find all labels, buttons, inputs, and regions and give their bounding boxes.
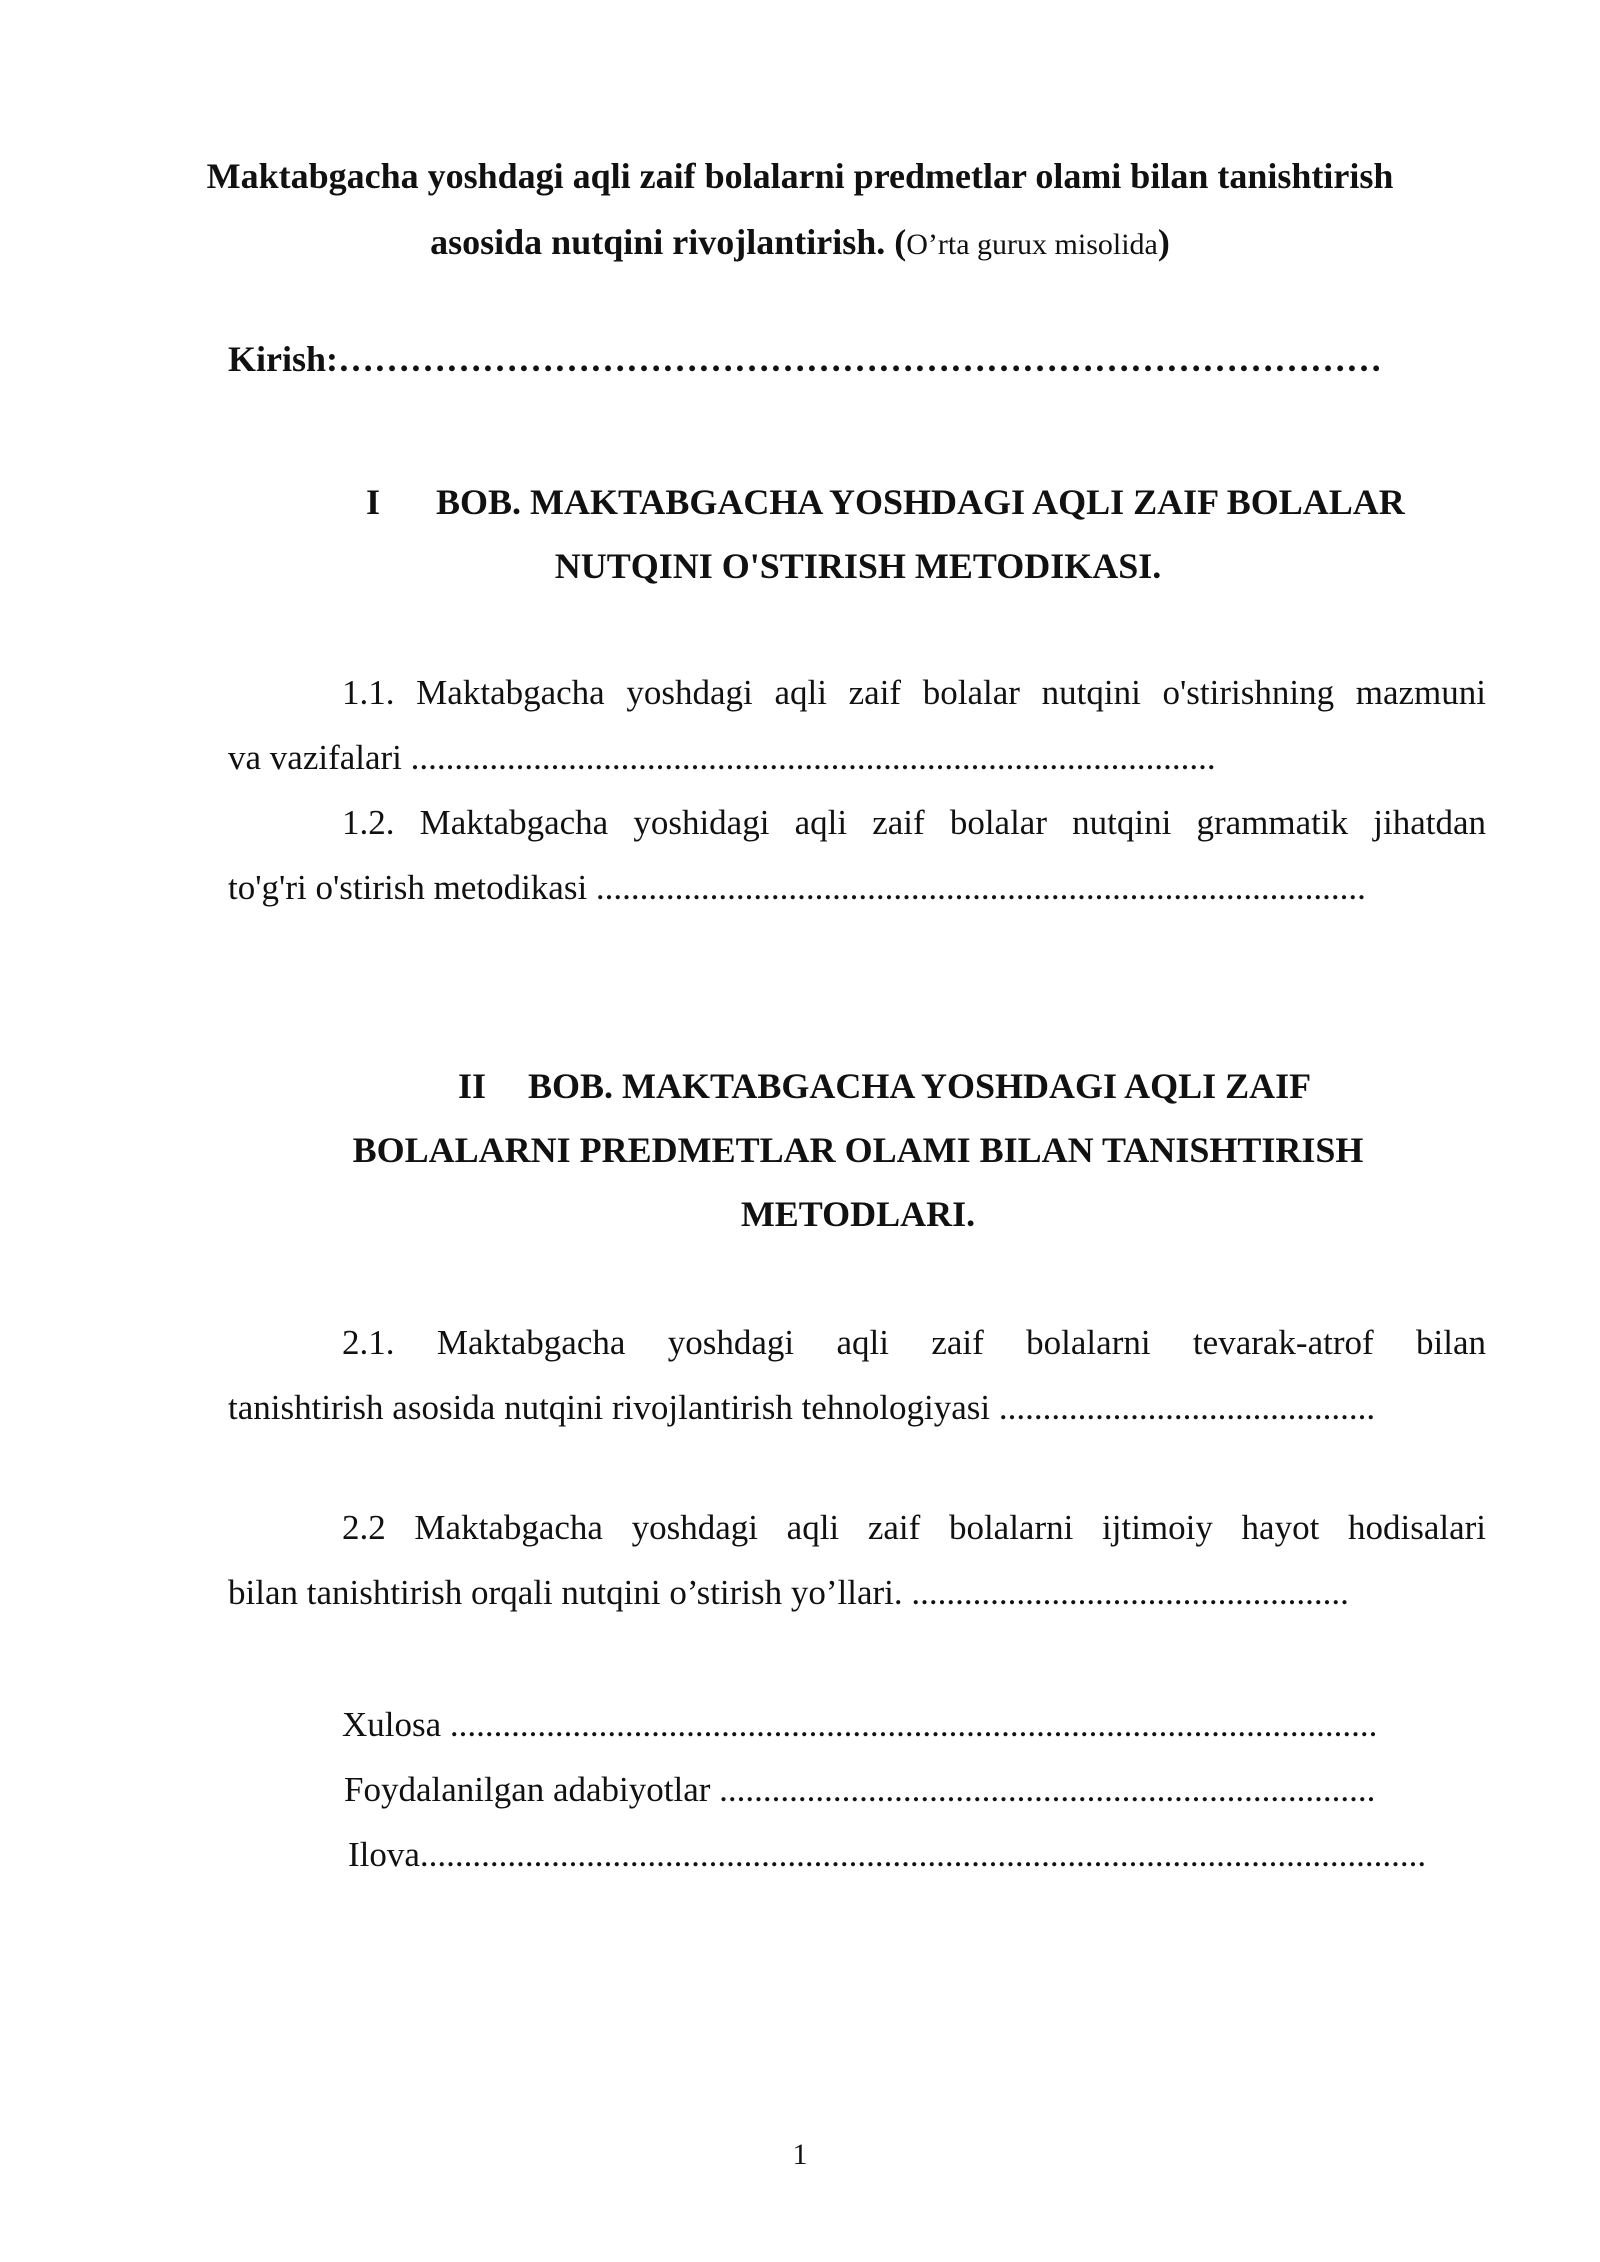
conclusion-entry: Xulosa .......................................................................................................... [342, 1705, 1378, 1744]
title-close-paren: ) [1157, 222, 1170, 262]
appendix-entry: Ilova................................................................................................................... [348, 1835, 1427, 1874]
document-title-line-2 [200, 209, 1400, 278]
section-1-1-line-2: va vazifalari ............................................................................................ [228, 738, 1216, 777]
section-1-2-line-1: 1.2. Maktabgacha yoshidagi aqli zaif bolalar nutqini grammatik jihatdan [342, 803, 1486, 842]
chapter-1-roman: I [366, 482, 381, 522]
section-2-2-line-1: 2.2 Maktabgacha yoshdagi aqli zaif bolalarni ijtimoiy hayot hodisalari [342, 1508, 1486, 1547]
title-main-text: asosida nutqini rivojlantirish. ( [430, 222, 907, 262]
intro-leader: …………………………………………………………………………… [338, 339, 1383, 379]
title-subtitle: O’rta gurux misolida [906, 228, 1158, 261]
chapter-2-heading-line-3: METODLARI. [740, 1194, 976, 1234]
chapter-2-heading-line-1 [458, 1054, 1311, 1118]
intro-entry [228, 338, 1382, 380]
section-2-2-line-2: bilan tanishtirish orqali nutqini o’stirish yo’llari. .................................................. [228, 1573, 1349, 1612]
chapter-1-title: BOB. MAKTABGACHA YOSHDAGI AQLI ZAIF BOLALAR [436, 482, 1405, 522]
page-number: 1 [792, 2138, 808, 2171]
section-1-1-line-1: 1.1. Maktabgacha yoshdagi aqli zaif bolalar nutqini o'stirishning mazmuni [342, 673, 1486, 712]
intro-label: Kirish: [228, 339, 339, 379]
section-2-1-line-2: tanishtirish asosida nutqini rivojlantirish tehnologiyasi ........................................... [228, 1388, 1376, 1427]
section-2-1-line-1: 2.1. Maktabgacha yoshdagi aqli zaif bolalarni tevarak-atrof bilan [342, 1323, 1486, 1362]
references-entry: Foydalanilgan adabiyotlar ........................................................................... [344, 1770, 1376, 1809]
chapter-2-title: BOB. MAKTABGACHA YOSHDAGI AQLI ZAIF [528, 1066, 1312, 1106]
chapter-2-roman: II [458, 1066, 487, 1106]
chapter-1-heading-line-2: NUTQINI O'STIRISH METODIKASI. [554, 546, 1162, 586]
document-title-line-1: Maktabgacha yoshdagi aqli zaif bolalarni predmetlar olami bilan tanishtirish [206, 156, 1394, 196]
chapter-2-heading-line-2: BOLALARNI PREDMETLAR OLAMI BILAN TANISHTIRISH [352, 1130, 1364, 1170]
section-1-2-line-2: to'g'ri o'stirish metodikasi ........................................................................................ [228, 868, 1366, 907]
chapter-1-heading-line-1 [366, 470, 1405, 534]
